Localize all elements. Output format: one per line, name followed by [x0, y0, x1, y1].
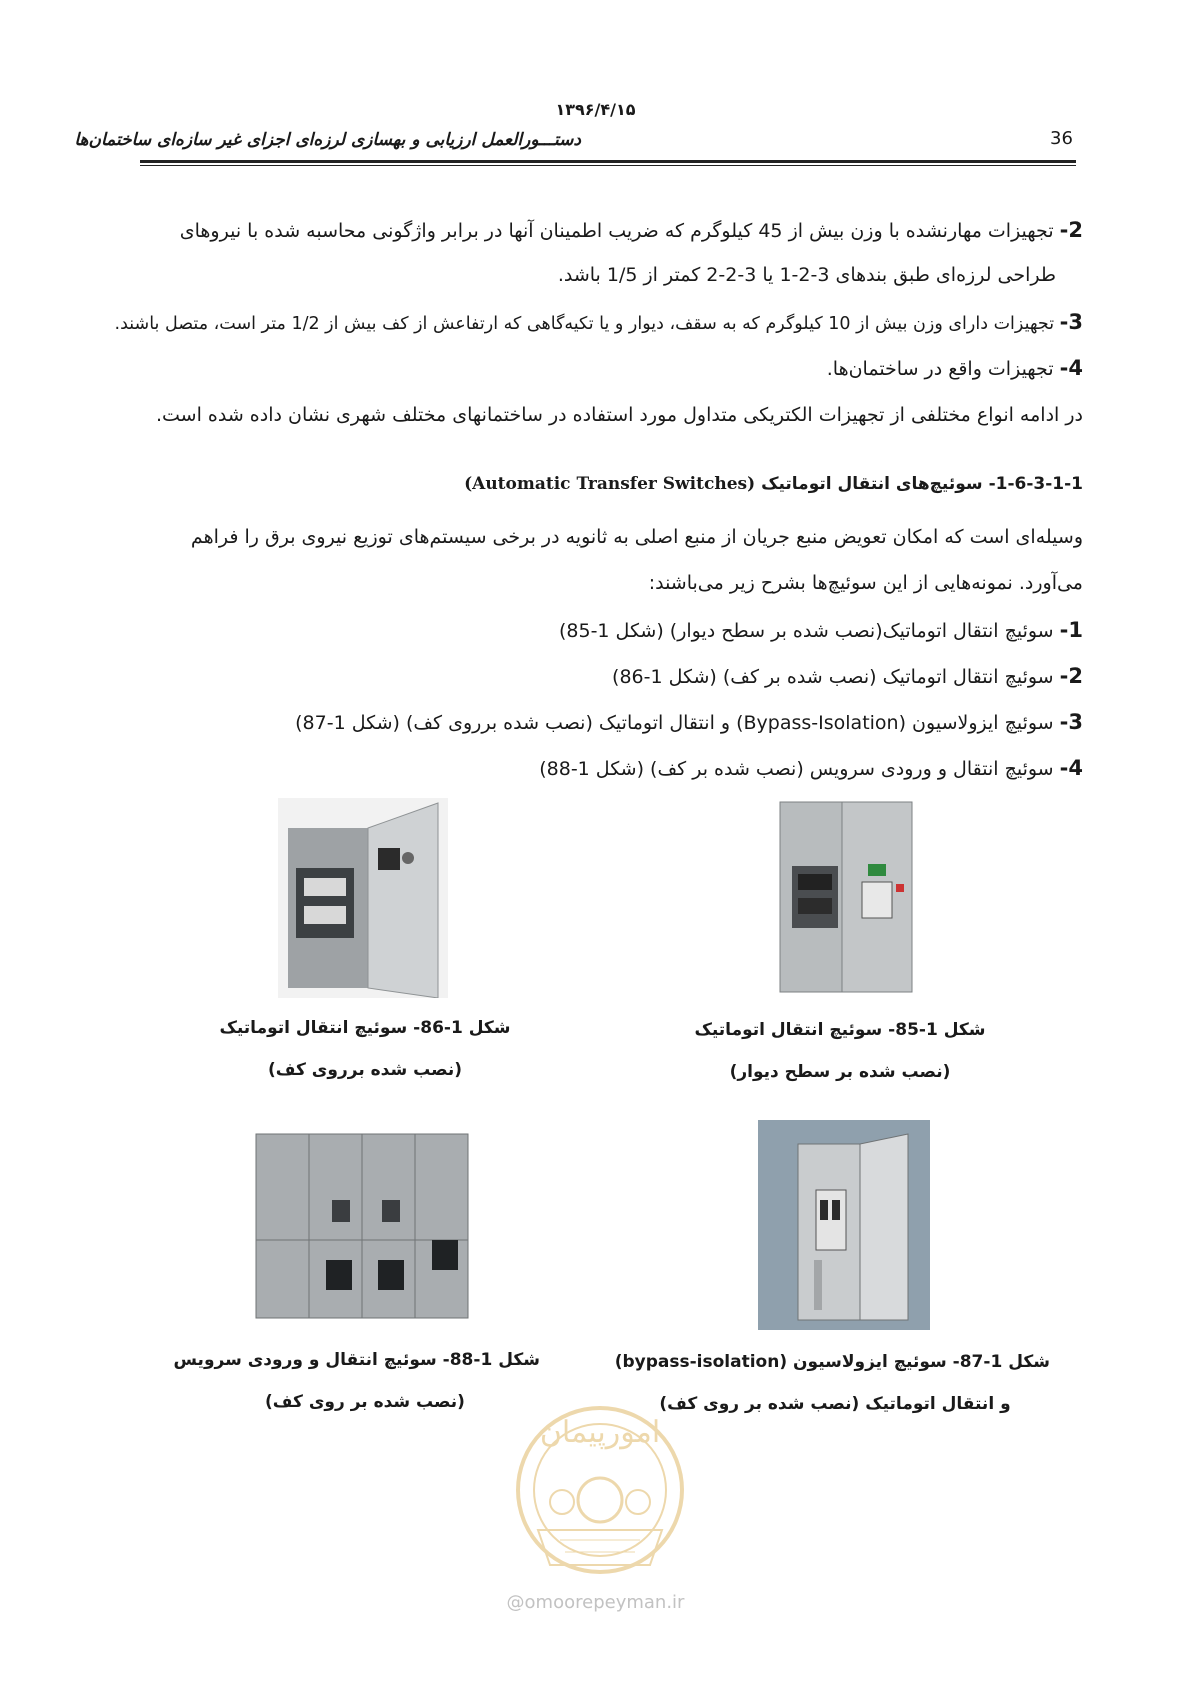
section-title: سوئیچ‌های انتقال اتوماتیک	[761, 474, 983, 494]
figure-88-caption-line1: شکل 1-88- سوئیچ انتقال و ورودی سرویس	[173, 1350, 540, 1370]
figure-86-image	[278, 798, 448, 998]
list-item-2: 2- سوئیچ انتقال اتوماتیک (نصب شده بر کف) (شکل 1-86)	[612, 664, 1083, 688]
watermark-url: @omoorepeyman.ir	[506, 1592, 685, 1613]
figure-86-caption-line1: شکل 1-86- سوئیچ انتقال اتوماتیک	[219, 1018, 511, 1038]
figure-87-caption-line1: شکل 1-87- سوئیچ ایزولاسیون (bypass-isolation)	[614, 1352, 1050, 1372]
item-3-line: 3- تجهیزات دارای وزن بیش از 10 کیلوگرم که به سقف، دیوار و یا تکیه‌گاهی که ارتفاعش از کف بیش از 1/2 متر است، متصل باشند.	[114, 310, 1083, 334]
header-date: ۱۳۹۶/۴/۱۵	[555, 100, 636, 119]
item-4-line: 4- تجهیزات واقع در ساختمان‌ها.	[826, 356, 1083, 380]
list-item-1: 1- سوئیچ انتقال اتوماتیک(نصب شده بر سطح دیوار) (شکل 1-85)	[558, 618, 1083, 642]
intro-paragraph: در ادامه انواع مختلفی از تجهیزات الکتریکی متداول مورد استفاده در ساختمانهای مختلف شهری نشان داده شده است.	[155, 404, 1083, 426]
watermark-at-icon: @	[506, 1592, 525, 1613]
figure-86-caption-line2: (نصب شده برروی کف)	[267, 1060, 463, 1080]
para-line2: می‌آورد. نمونه‌هایی از این سوئیچ‌ها بشرح زیر می‌باشند:	[648, 572, 1083, 594]
figure-88-image	[252, 1130, 472, 1322]
header-rule	[140, 160, 1076, 163]
section-heading	[464, 474, 1083, 494]
header-title: دستـــورالعمل ارزیابی و بهسازی لرزه‌ای اجزای غیر سازه‌ای ساختمان‌ها	[74, 130, 581, 150]
item-2-line2: طراحی لرزه‌ای طبق بندهای 3-2-1 یا 3-2-2 کمتر از 1/5 باشد.	[557, 264, 1056, 286]
page-number: 36	[1050, 128, 1073, 149]
figure-85-image	[770, 798, 920, 996]
list-item-4: 4- سوئیچ انتقال و ورودی سرویس (نصب شده بر کف) (شکل 1-88)	[539, 756, 1083, 780]
watermark-logo	[480, 1380, 720, 1580]
svg-text:امورپیمان: امورپیمان	[539, 1415, 661, 1450]
figure-85-caption-line2: (نصب شده بر سطح دیوار)	[729, 1062, 951, 1082]
figure-85-caption-line1: شکل 1-85- سوئیچ انتقال اتوماتیک	[694, 1020, 986, 1040]
figure-88-caption-line2: (نصب شده بر روی کف)	[265, 1392, 465, 1412]
figure-87-image	[758, 1120, 930, 1330]
list-item-3: 3- سوئیچ ایزولاسیون (Bypass-Isolation) و انتقال اتوماتیک (نصب شده برروی کف) (شکل 1-87)	[295, 710, 1083, 734]
section-number: 1-6-3-1-1-	[988, 474, 1083, 494]
figure-87-caption-line2: و انتقال اتوماتیک (نصب شده بر روی کف)	[659, 1394, 1011, 1414]
section-english-title: (Automatic Transfer Switches)	[464, 474, 756, 494]
header-rule-thin	[140, 165, 1076, 166]
item-2-line1: 2- تجهیزات مهارنشده با وزن بیش از 45 کیلوگرم که ضریب اطمینان آنها در برابر واژگونی محاسبه شده با نیروهای	[179, 218, 1083, 242]
para-line1: وسیله‌ای است که امکان تعویض منبع جریان از منبع اصلی به ثانویه در برخی سیستم‌های توزیع نیروی برق را فراهم	[190, 526, 1083, 548]
